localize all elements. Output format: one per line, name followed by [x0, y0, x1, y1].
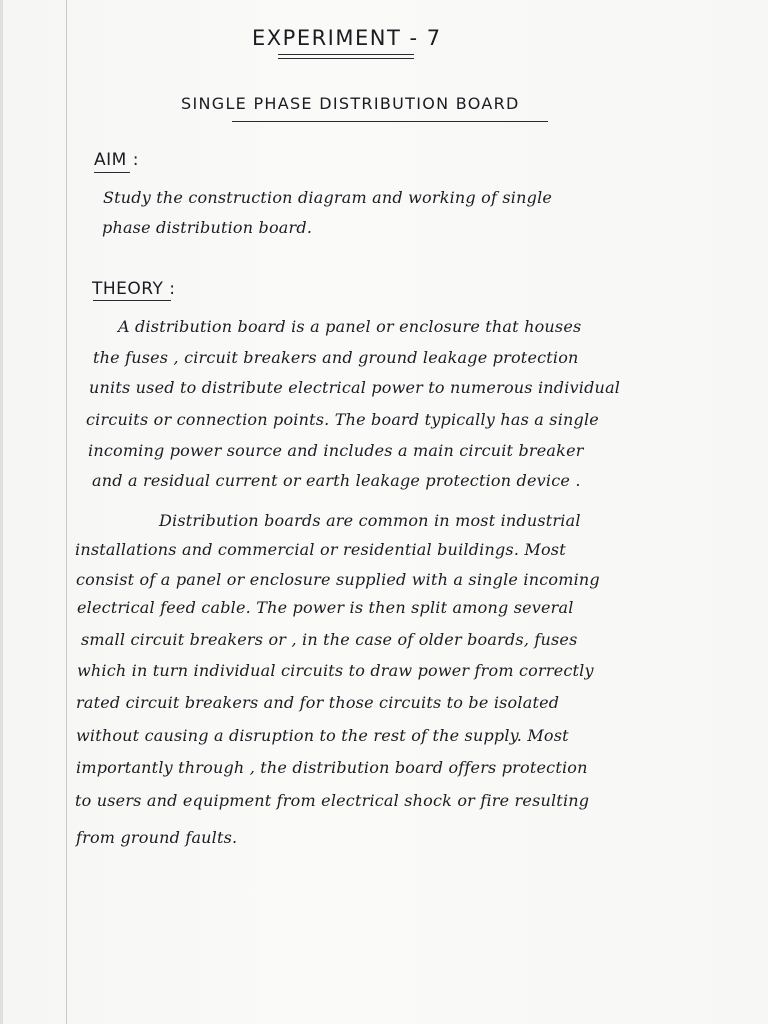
theory-line: rated circuit breakers and for those circuits to be isolated — [76, 693, 560, 712]
theory-line: from ground faults. — [76, 828, 238, 847]
theory-line: electrical feed cable. The power is then split among several — [77, 598, 574, 617]
theory-line: incoming power source and includes a main circuit breaker — [88, 441, 584, 460]
title-underline — [278, 58, 414, 59]
page-title: EXPERIMENT - 7 — [252, 26, 442, 50]
theory-line: importantly through , the distribution board offers protection — [76, 758, 588, 777]
theory-heading: THEORY : — [92, 279, 176, 299]
theory-heading-underline — [93, 300, 171, 301]
subtitle-underline — [232, 121, 548, 122]
theory-line: which in turn individual circuits to draw power from correctly — [77, 661, 594, 680]
aim-line: Study the construction diagram and working of single — [103, 188, 553, 207]
theory-line: units used to distribute electrical power to numerous individual — [89, 378, 621, 397]
aim-heading-underline — [94, 172, 130, 173]
page-subtitle: SINGLE PHASE DISTRIBUTION BOARD — [181, 94, 520, 113]
theory-line: consist of a panel or enclosure supplied with a single incoming — [76, 570, 600, 589]
theory-line: without causing a disruption to the rest of the supply. Most — [76, 726, 569, 745]
page-edge — [0, 0, 3, 1024]
theory-line: small circuit breakers or , in the case of older boards, fuses — [81, 630, 578, 649]
theory-line: circuits or connection points. The board typically has a single — [86, 410, 599, 429]
theory-line: the fuses , circuit breakers and ground leakage protection — [93, 348, 579, 367]
margin-line — [66, 0, 67, 1024]
aim-line: phase distribution board. — [102, 218, 313, 237]
theory-line: Distribution boards are common in most industrial — [159, 511, 581, 530]
theory-line: and a residual current or earth leakage protection device . — [92, 471, 581, 490]
theory-line: to users and equipment from electrical shock or fire resulting — [75, 791, 590, 810]
theory-line: A distribution board is a panel or enclosure that houses — [118, 317, 582, 336]
title-underline — [278, 54, 414, 55]
aim-heading: AIM : — [94, 150, 139, 170]
theory-line: installations and commercial or residential buildings. Most — [75, 540, 566, 559]
